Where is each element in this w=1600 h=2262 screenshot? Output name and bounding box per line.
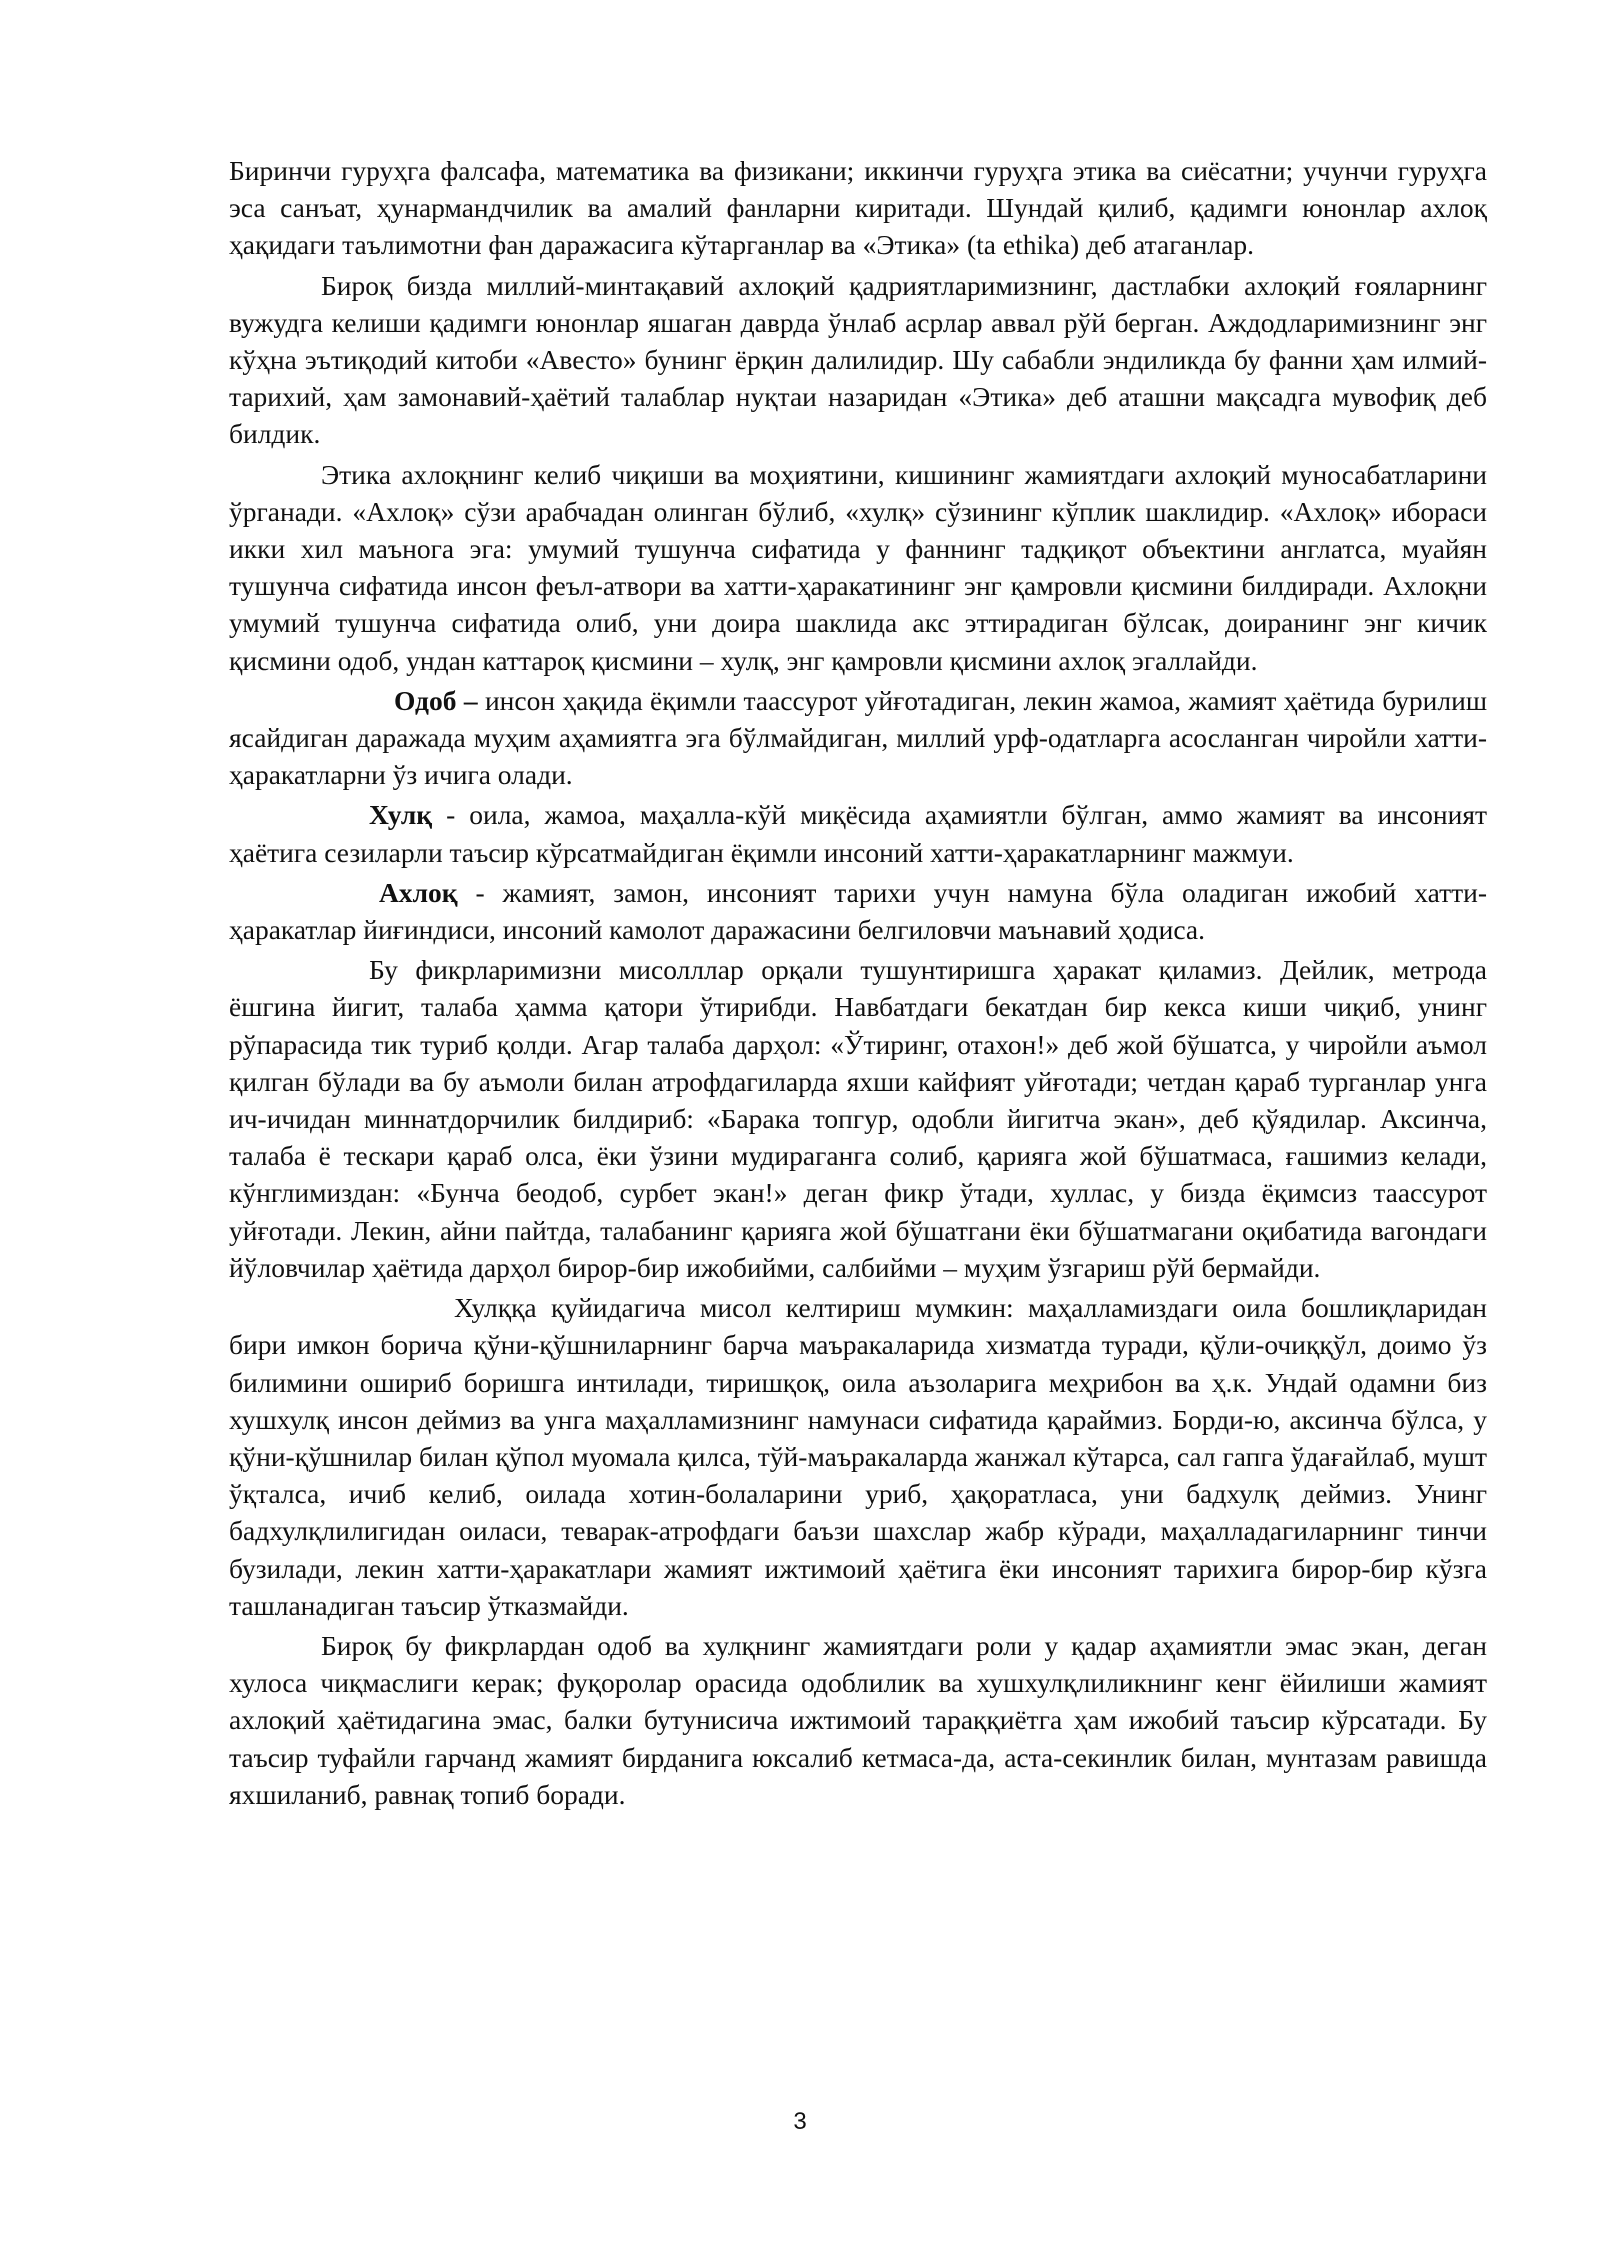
definition-akhloq bbox=[229, 874, 1487, 948]
definition-text: - жамият, замон, инсоният тарихи учун намуна бўла оладиган ижобий хатти-ҳаракатлар йиғиндиси, инсоний камолот даражасини белгиловчи маънавий ҳодиса. bbox=[229, 876, 1487, 946]
term-odob: Одоб – bbox=[394, 684, 478, 716]
term-akhloq: Ахлоқ bbox=[379, 876, 458, 908]
paragraph-text: Бироқ бу фикрлардан одоб ва хулқнинг жамиятдаги роли у қадар аҳамиятли эмас экан, деган хулоса чиқмаслиги керак; фуқоролар орасида одоблилик ва хушхулқлиликнинг кенг ёйилиши жамият ахлоқий ҳаётидагина эмас, балки бутунисича ижтимоий тараққиётга ҳам ижобий таъсир кўрсатади. Бу таъсир туфайли гарчанд жамият бирданига юксалиб кетмаса-да, аста-секинлик билан, мунтазам равишда яхшиланиб, равнақ топиб боради. bbox=[229, 1629, 1487, 1810]
paragraph-text: Хулққа қуйидагича мисол келтириш мумкин: маҳалламиздаги оила бошлиқларидан бири имкон борича қўни-қўшниларнинг барча маъракаларида хизматда туради, қўли-очиққўл, доимо ўз билимини ошириб боришга интилади, тиришқоқ, оила аъзоларига меҳрибон ва ҳ.к. Ундай одамни биз хушхулқ инсон деймиз ва унга маҳалламизнинг намунаси сифатида қараймиз. Борди-ю, аксинча бўлса, у қўни-қўшнилар билан қўпол муомала қилса, тўй-маъракаларда жанжал кўтарса, сал гапга ўдағайлаб, мушт ўқталса, ичиб келиб, оилада хотин-болаларини уриб, ҳақоратласа, уни бадхулқ деймиз. Унинг бадхулқлилигидан оиласи, теварак-атрофдаги баъзи шахслар жабр кўради, маҳалладагиларнинг тинчи бузилади, лекин хатти-ҳаракатлари жамият ижтимоий ҳаётига ёки инсоният тарихига бирор-бир кўзга ташланадиган таъсир ўтказмайди. bbox=[229, 1292, 1487, 1621]
paragraph-text: Бу фикрларимизни мисолллар орқали тушунтиришга ҳаракат қиламиз. Дейлик, метрода ёшгина йигит, талаба ҳамма қатори ўтирибди. Навбатдаги бекатдан бир кекса киши чиқиб, унинг рўпарасида тик туриб қолди. Агар талаба дарҳол: «Ўтиринг, отахон!» деб жой бўшатса, у чиройли аъмол қилган бўлади ва бу аъмоли билан атрофдагиларда яхши кайфият уйғотади; четдан қараб турганлар унга ич-ичидан миннатдорчилик билдириб: «Барака топгур, одобли йигитча экан», деб қўядилар. Аксинча, талаба ё тескари қараб олса, ёки ўзини мудираганга солиб, қарияга жой бўшатмаса, ғашимиз келади, кўнглимиздан: «Бунча беодоб, сурбет экан!» деган фикр ўтади, хуллас, у бизда ёқимсиз таассурот уйғотади. Лекин, айни пайтда, талабанинг қарияга жой бўшатгани ёки бўшатмагани оқибатида вагондаги йўловчилар ҳаётида дарҳол бирор-бир ижобийми, салбийми – муҳим ўзгариш рўй бермайди. bbox=[229, 954, 1487, 1283]
paragraph-1 bbox=[229, 152, 1487, 264]
paragraph-example-2 bbox=[229, 1289, 1487, 1624]
definition-odob bbox=[229, 682, 1487, 794]
paragraph-2 bbox=[229, 267, 1487, 453]
paragraph-3 bbox=[229, 456, 1487, 679]
term-khulq: Хулқ bbox=[369, 799, 433, 831]
definition-text: - оила, жамоа, маҳалла-кўй миқёсида аҳамиятли бўлган, аммо жамият ва инсоният ҳаётига сезиларли таъсир кўрсатмайдиган ёқимли инсоний хатти-ҳаракатларнинг мажмуи. bbox=[229, 799, 1487, 868]
paragraph-example-1 bbox=[229, 951, 1487, 1286]
paragraph-text: Биринчи гуруҳга фалсафа, математика ва физикани; иккинчи гуруҳга этика ва сиёсатни; учунчи гуруҳга эса санъат, ҳунармандчилик ва амалий фанларни киритади. Шундай қилиб, қадимги юнонлар ахлоқ ҳақидаги таълимотни фан даражасига кўтарганлар ва «Этика» (ta ethika) деб атаганлар. bbox=[229, 155, 1487, 261]
definition-text: инсон ҳақида ёқимли таассурот уйғотадиган, лекин жамоа, жамият ҳаётида бурилиш ясайдиган даражада муҳим аҳамиятга эга бўлмайдиган, миллий урф-одатларга асосланган чиройли хатти-ҳаракатларни ўз ичига олади. bbox=[229, 684, 1487, 791]
paragraph-conclusion bbox=[229, 1627, 1487, 1813]
paragraph-text: Бироқ бизда миллий-минтақавий ахлоқий қадриятларимизнинг, дастлабки ахлоқий ғояларнинг вужудга келиши қадимги юнонлар яшаган даврда ўнлаб асрлар аввал рўй берган. Аждодларимизнинг энг кўҳна эътиқодий китоби «Авесто» бунинг ёрқин далилидир. Шу сабабли эндиликда бу фанни ҳам илмий-тарихий, ҳам замонавий-ҳаётий талаблар нуқтаи назаридан «Этика» деб аташни мақсадга мувофиқ деб билдик. bbox=[229, 269, 1487, 450]
document-page bbox=[229, 152, 1487, 1816]
page-number: 3 bbox=[793, 2108, 807, 2135]
definition-khulq bbox=[229, 796, 1487, 870]
paragraph-text: Этика ахлоқнинг келиб чиқиши ва моҳиятини, кишининг жамиятдаги ахлоқий муносабатларини ўрганади. «Ахлоқ» сўзи арабчадан олинган бўлиб, «хулқ» сўзининг кўплик шаклидир. «Ахлоқ» ибораси икки хил маънога эга: умумий тушунча сифатида у фаннинг тадқиқот объектини англатса, муайян тушунча сифатида инсон феъл-атвори ва хатти-ҳаракатининг энг қамровли қисмини билдиради. Ахлоқни умумий тушунча сифатида олиб, уни доира шаклида акс эттирадиган бўлсак, доиранинг энг кичик қисмини одоб, ундан каттароқ қисмини – хулқ, энг қамровли қисмини ахлоқ эгаллайди. bbox=[229, 458, 1487, 676]
